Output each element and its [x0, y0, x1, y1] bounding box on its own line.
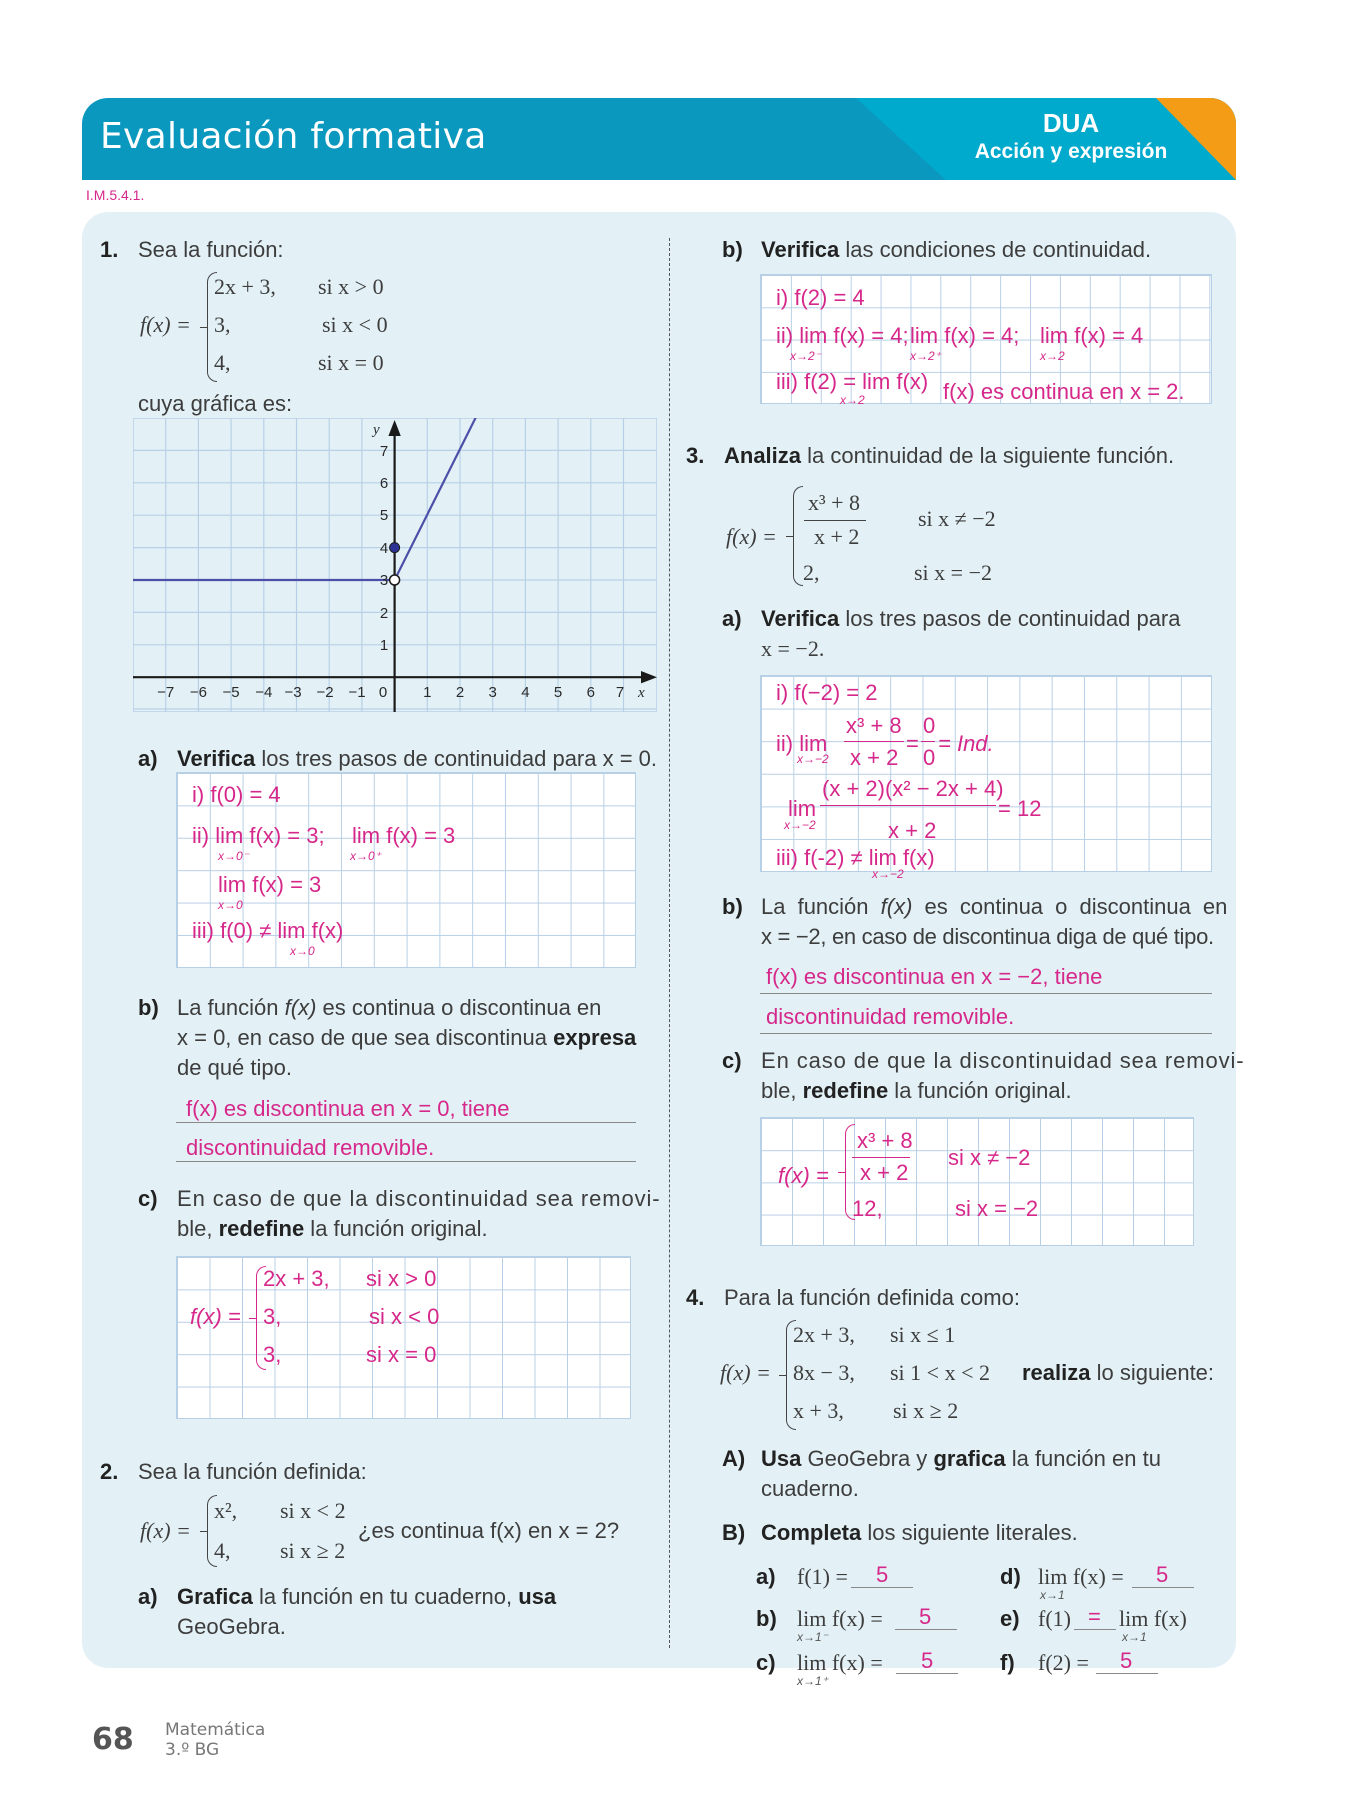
svg-text:2: 2 [379, 605, 389, 622]
literal-b-answer: 5 [919, 1604, 932, 1629]
q3c-line2-post: la función original. [888, 1078, 1072, 1103]
svg-text:−2: −2 [316, 684, 334, 701]
q4B-bold: Completa [761, 1520, 862, 1545]
svg-text:−6: −6 [189, 684, 207, 701]
literal-f-expr: f(2) = [1038, 1650, 1089, 1675]
q1b-line2 [177, 1025, 636, 1051]
q3a-ans-i: i) f(−2) = 2 [776, 680, 878, 705]
q1-fx: f(x) = [140, 312, 191, 337]
svg-text:−4: −4 [255, 684, 273, 701]
q2b-conclusion: f(x) es continua en x = 2. [943, 379, 1185, 404]
q3a-ans-lim2-num: (x + 2)(x² − 2x + 4) [822, 776, 1004, 801]
literal-c-label: c) [756, 1650, 776, 1675]
q1c-line2-bold: redefine [218, 1216, 305, 1241]
q4-case1-cond: si x ≤ 1 [890, 1322, 956, 1347]
q3c-label: c) [722, 1048, 742, 1073]
dua-badge-subtitle: Acción y expresión [974, 140, 1168, 163]
q1b-line3: de qué tipo. [177, 1055, 292, 1080]
svg-text:−5: −5 [222, 684, 240, 701]
q1a-ans-ii-a-sub: x→0⁻ [218, 849, 250, 863]
q1b-line2-bold: expresa [553, 1025, 637, 1050]
q4-realiza-bold: realiza [1022, 1360, 1091, 1385]
q3c-ans-num: x³ + 8 [857, 1128, 913, 1153]
q2-case2-expr: 4, [214, 1538, 231, 1563]
q2-case1-cond: si x < 2 [280, 1498, 346, 1523]
q1a-bold: Verifica [177, 746, 256, 771]
svg-text:5: 5 [553, 684, 563, 701]
q1a-ans-i: i) f(0) = 4 [192, 782, 281, 807]
svg-text:3: 3 [379, 572, 389, 589]
q4-case3-cond: si x ≥ 2 [893, 1398, 959, 1423]
q2b-ans-ii-c: lim f(x) = 4 [1040, 323, 1144, 348]
svg-text:7: 7 [379, 443, 389, 460]
q2-prompt: Sea la función definida: [138, 1459, 367, 1484]
q3a-ans-ii-post: = Ind. [938, 731, 994, 756]
q1c-ans-case1-expr: 2x + 3, [263, 1266, 330, 1291]
q4-prompt: Para la función definida como: [724, 1285, 1020, 1310]
q3-case1-den: x + 2 [814, 524, 860, 549]
q3a-ans-iii: iii) f(-2) ≠ lim f(x) [776, 845, 935, 870]
q3c-line2-pre: ble, [761, 1078, 803, 1103]
q3a-ans-ii-fraction-bar2 [921, 741, 935, 742]
q3-prompt [724, 443, 1174, 469]
q2-question: ¿es continua f(x) en x = 2? [358, 1518, 620, 1543]
q2a-text1: la función en tu cuaderno, [252, 1584, 519, 1609]
q1b-line2-pre: x = 0, en caso de que sea discontinua [177, 1025, 554, 1050]
q2b-ans-ii-b-sub: x→2⁺ [910, 349, 942, 363]
q4B-text: los siguiente literales. [861, 1520, 1078, 1545]
q3-case2-expr: 2, [803, 560, 820, 585]
q3a-ans-ii-den: x + 2 [850, 745, 899, 770]
footer-subject [165, 1720, 265, 1760]
q1-number: 1. [100, 237, 119, 262]
q2b-text: las condiciones de continuidad. [839, 237, 1152, 262]
q4-realiza [1022, 1360, 1214, 1386]
footer-grade: 3.º BG [165, 1740, 220, 1760]
q1b-answer1: f(x) es discontinua en x = 0, tiene [186, 1096, 510, 1121]
q1-case3-cond: si x = 0 [318, 350, 384, 375]
literal-c-answer: 5 [921, 1648, 934, 1673]
q1a-ans-ii-c: lim f(x) = 3 [218, 872, 322, 897]
q4A-line2: cuaderno. [761, 1476, 859, 1501]
q2a-bold2: usa [518, 1584, 557, 1609]
q3-fx: f(x) = [726, 524, 777, 549]
svg-text:5: 5 [379, 507, 389, 524]
q2a-label: a) [138, 1584, 158, 1609]
q1b-answer2: discontinuidad removible. [186, 1135, 435, 1160]
svg-text:7: 7 [615, 684, 625, 701]
q3a-ans-iii-sub: x→−2 [872, 867, 904, 881]
literal-d-expr: lim f(x) = [1038, 1564, 1124, 1589]
q2-fx: f(x) = [140, 1518, 191, 1543]
q2b-bold: Verifica [761, 237, 840, 262]
q3b-answer2: discontinuidad removible. [766, 1004, 1015, 1029]
svg-text:3: 3 [488, 684, 497, 701]
q3a-ans-ii-num: x³ + 8 [846, 713, 902, 738]
q3b-line1-pre: La función [761, 894, 881, 919]
q3c-ans-cond1: si x ≠ −2 [948, 1145, 1031, 1170]
q1a-ans-ii-c-sub: x→0 [218, 898, 243, 912]
q3a-ans-ii-den2: 0 [923, 745, 936, 770]
svg-text:6: 6 [379, 475, 389, 492]
q1b-line1-pre: La función [177, 995, 285, 1020]
page-number: 68 [92, 1722, 134, 1757]
q1c-line2-pre: ble, [177, 1216, 219, 1241]
dua-badge [966, 108, 1176, 166]
q1c-ans-case3-expr: 3, [263, 1342, 282, 1367]
q1a-label: a) [138, 746, 158, 771]
svg-text:1: 1 [379, 637, 389, 654]
q1c-ans-case3-cond: si x = 0 [366, 1342, 437, 1367]
q3a-ans-lim2-den: x + 2 [888, 818, 937, 843]
q4-realiza-text: lo siguiente: [1090, 1360, 1215, 1385]
q3a-ans-ii-pre: ii) lim [776, 731, 828, 756]
q1-case1-expr: 2x + 3, [214, 274, 276, 299]
page-title: Evaluación formativa [100, 116, 487, 157]
q3a-text: los tres pasos de continuidad para [839, 606, 1181, 631]
q2-case1-expr: x², [214, 1498, 238, 1523]
q3c-ans-fx: f(x) = [778, 1163, 829, 1188]
q1b-line1 [177, 995, 601, 1021]
literal-e-post: lim f(x) [1119, 1606, 1187, 1631]
q1a-ans-ii-b-sub: x→0⁺ [350, 849, 382, 863]
svg-text:x: x [638, 685, 645, 701]
q3-case1-num: x³ + 8 [808, 490, 861, 515]
q2a-line1 [177, 1584, 556, 1610]
literal-d-label: d) [1000, 1564, 1021, 1589]
q4A-line1 [761, 1446, 1161, 1472]
q4A-text2: la función en tu [1005, 1446, 1161, 1471]
q1c-ans-case2-expr: 3, [263, 1304, 282, 1329]
q3b-line1-fx: f(x) [880, 894, 913, 919]
q3a-ans-ii-num2: 0 [923, 713, 936, 738]
q1a-ans-iii-sub: x→0 [290, 944, 315, 958]
literal-a-answer: 5 [876, 1562, 889, 1587]
q2-number: 2. [100, 1459, 119, 1484]
q1-case3-expr: 4, [214, 350, 231, 375]
q1a-ans-ii-b: lim f(x) = 3 [352, 823, 456, 848]
section-header [82, 98, 1236, 180]
svg-text:1: 1 [423, 684, 432, 701]
q3c-line1: En caso de que la discontinuidad sea removi- [761, 1048, 1245, 1073]
q4A-label: A) [722, 1446, 746, 1471]
q4-case3-expr: x + 3, [793, 1398, 844, 1423]
literal-e-answer: = [1088, 1604, 1101, 1629]
q1-case1-cond: si x > 0 [318, 274, 384, 299]
q1-prompt: Sea la función: [138, 237, 284, 262]
q3a-ans-lim2-post: = 12 [998, 796, 1042, 821]
q4A-bold1: Usa [761, 1446, 802, 1471]
q1c-ans-fx: f(x) = [190, 1304, 241, 1329]
q1c-line1: En caso de que la discontinuidad sea removi- [177, 1186, 661, 1211]
q2a-line2: GeoGebra. [177, 1614, 286, 1639]
q3-brace [793, 486, 803, 586]
q3-case1-fraction-bar [804, 520, 866, 521]
literal-b-sub: x→1⁻ [797, 1630, 829, 1644]
svg-text:−3: −3 [284, 684, 302, 701]
q3a-line2: x = −2. [761, 636, 825, 661]
q2b-ans-ii-a-sub: x→2⁻ [790, 349, 822, 363]
q2b-ans-ii-a: ii) lim f(x) = 4; [776, 323, 909, 348]
literal-c-sub: x→1⁺ [797, 1674, 829, 1688]
q3-prompt-text: la continuidad de la siguiente función. [801, 443, 1175, 468]
q1b-line1-post: es continua o discontinua en [316, 995, 602, 1020]
q4B-label: B) [722, 1520, 746, 1545]
q2b-label: b) [722, 237, 743, 262]
svg-text:y: y [373, 422, 380, 438]
q3c-ans-den: x + 2 [860, 1160, 909, 1185]
q3b-label: b) [722, 894, 743, 919]
q3a-ans-lim2-pre: lim [788, 796, 817, 821]
q3c-ans-expr2: 12, [852, 1196, 883, 1221]
svg-text:2: 2 [455, 684, 465, 701]
q1a-instruction [177, 746, 657, 772]
q4-case2-expr: 8x − 3, [793, 1360, 855, 1385]
literal-e-sub: x→1 [1122, 1630, 1147, 1644]
q3a-bold: Verifica [761, 606, 840, 631]
q3c-ans-cond2: si x = −2 [955, 1196, 1039, 1221]
svg-text:−7: −7 [157, 684, 175, 701]
graph-svg [133, 418, 657, 712]
q1-case2-cond: si x < 0 [322, 312, 388, 337]
svg-text:−1: −1 [348, 684, 366, 701]
literal-d-answer: 5 [1156, 1562, 1169, 1587]
q2b-ans-i: i) f(2) = 4 [776, 285, 865, 310]
q3a-ans-ii-fraction-bar [844, 741, 904, 742]
q2b-ans-ii-b: lim f(x) = 4; [910, 323, 1020, 348]
q4-case1-expr: 2x + 3, [793, 1322, 855, 1347]
q1-graph-caption: cuya gráfica es: [138, 391, 293, 416]
svg-text:6: 6 [586, 684, 595, 701]
q3a-ans-ii-eq: = [906, 731, 919, 756]
dua-badge-title: DUA [1042, 108, 1100, 138]
q1-graph [133, 418, 657, 712]
literal-f-answer: 5 [1120, 1648, 1133, 1673]
q3b-line2: x = −2, en caso de discontinua diga de qué tipo. [761, 924, 1214, 949]
q4-number: 4. [686, 1285, 705, 1310]
q2-case2-cond: si x ≥ 2 [280, 1538, 346, 1563]
literal-c-expr: lim f(x) = [797, 1650, 883, 1675]
literal-b-label: b) [756, 1606, 777, 1631]
q3b-answer1: f(x) es discontinua en x = −2, tiene [766, 964, 1103, 989]
q3b-line1-post: es continua o discontinua en [912, 894, 1228, 919]
q4-fx: f(x) = [720, 1360, 771, 1385]
q3a-ans-lim2-fraction-bar [820, 805, 996, 806]
svg-text:4: 4 [521, 684, 530, 701]
q4A-bold2: grafica [933, 1446, 1006, 1471]
q1c-label: c) [138, 1186, 158, 1211]
q3a-label: a) [722, 606, 742, 631]
literal-b-expr: lim f(x) = [797, 1606, 883, 1631]
literal-e-expr: f(1) [1038, 1606, 1071, 1631]
q1b-line1-fx: f(x) [284, 995, 317, 1020]
q3c-line2-bold: redefine [802, 1078, 889, 1103]
q1c-line2 [177, 1216, 488, 1242]
q2a-bold1: Grafica [177, 1584, 253, 1609]
column-divider [669, 238, 670, 1648]
q4-case2-cond: si 1 < x < 2 [890, 1360, 990, 1385]
q1-case2-expr: 3, [214, 312, 231, 337]
indicator-code: I.M.5.4.1. [86, 187, 145, 203]
q2b-ans-ii-c-sub: x→2 [1040, 349, 1065, 363]
q1c-line2-post: la función original. [304, 1216, 488, 1241]
q3b-line1 [761, 894, 1227, 920]
q1a-ans-ii-a: ii) lim f(x) = 3; [192, 823, 325, 848]
q1c-ans-case1-cond: si x > 0 [366, 1266, 437, 1291]
literal-e-label: e) [1000, 1606, 1020, 1631]
q4A-text1: GeoGebra y [801, 1446, 934, 1471]
q1b-label: b) [138, 995, 159, 1020]
q1a-ans-iii: iii) f(0) ≠ lim f(x) [192, 918, 344, 943]
q3-case2-cond: si x = −2 [914, 560, 992, 585]
literal-a-label: a) [756, 1564, 776, 1589]
q2b-ans-iii-sub: x→2 [840, 393, 865, 407]
footer-subject-name: Matemática [165, 1720, 266, 1740]
q1a-text: los tres pasos de continuidad para x = 0. [255, 746, 658, 771]
q3c-ans-fraction-bar [852, 1157, 910, 1158]
literal-a-expr: f(1) = [797, 1564, 848, 1589]
q3c-line2 [761, 1078, 1072, 1104]
q2b-ans-iii: iii) f(2) = lim f(x) [776, 369, 929, 394]
q3-number: 3. [686, 443, 705, 468]
q4B-line [761, 1520, 1078, 1546]
q3-bold: Analiza [724, 443, 802, 468]
q3a-ans-ii-sub: x→−2 [797, 752, 829, 766]
q1c-ans-case2-cond: si x < 0 [369, 1304, 440, 1329]
q3a-instruction [761, 606, 1181, 632]
literal-d-sub: x→1 [1040, 1588, 1065, 1602]
q3-case1-cond: si x ≠ −2 [918, 506, 996, 531]
literal-f-label: f) [1000, 1650, 1015, 1675]
svg-text:4: 4 [379, 540, 389, 557]
svg-text:0: 0 [378, 684, 388, 701]
q3a-ans-lim2-sub: x→−2 [784, 818, 816, 832]
q2b-instruction [761, 237, 1151, 263]
